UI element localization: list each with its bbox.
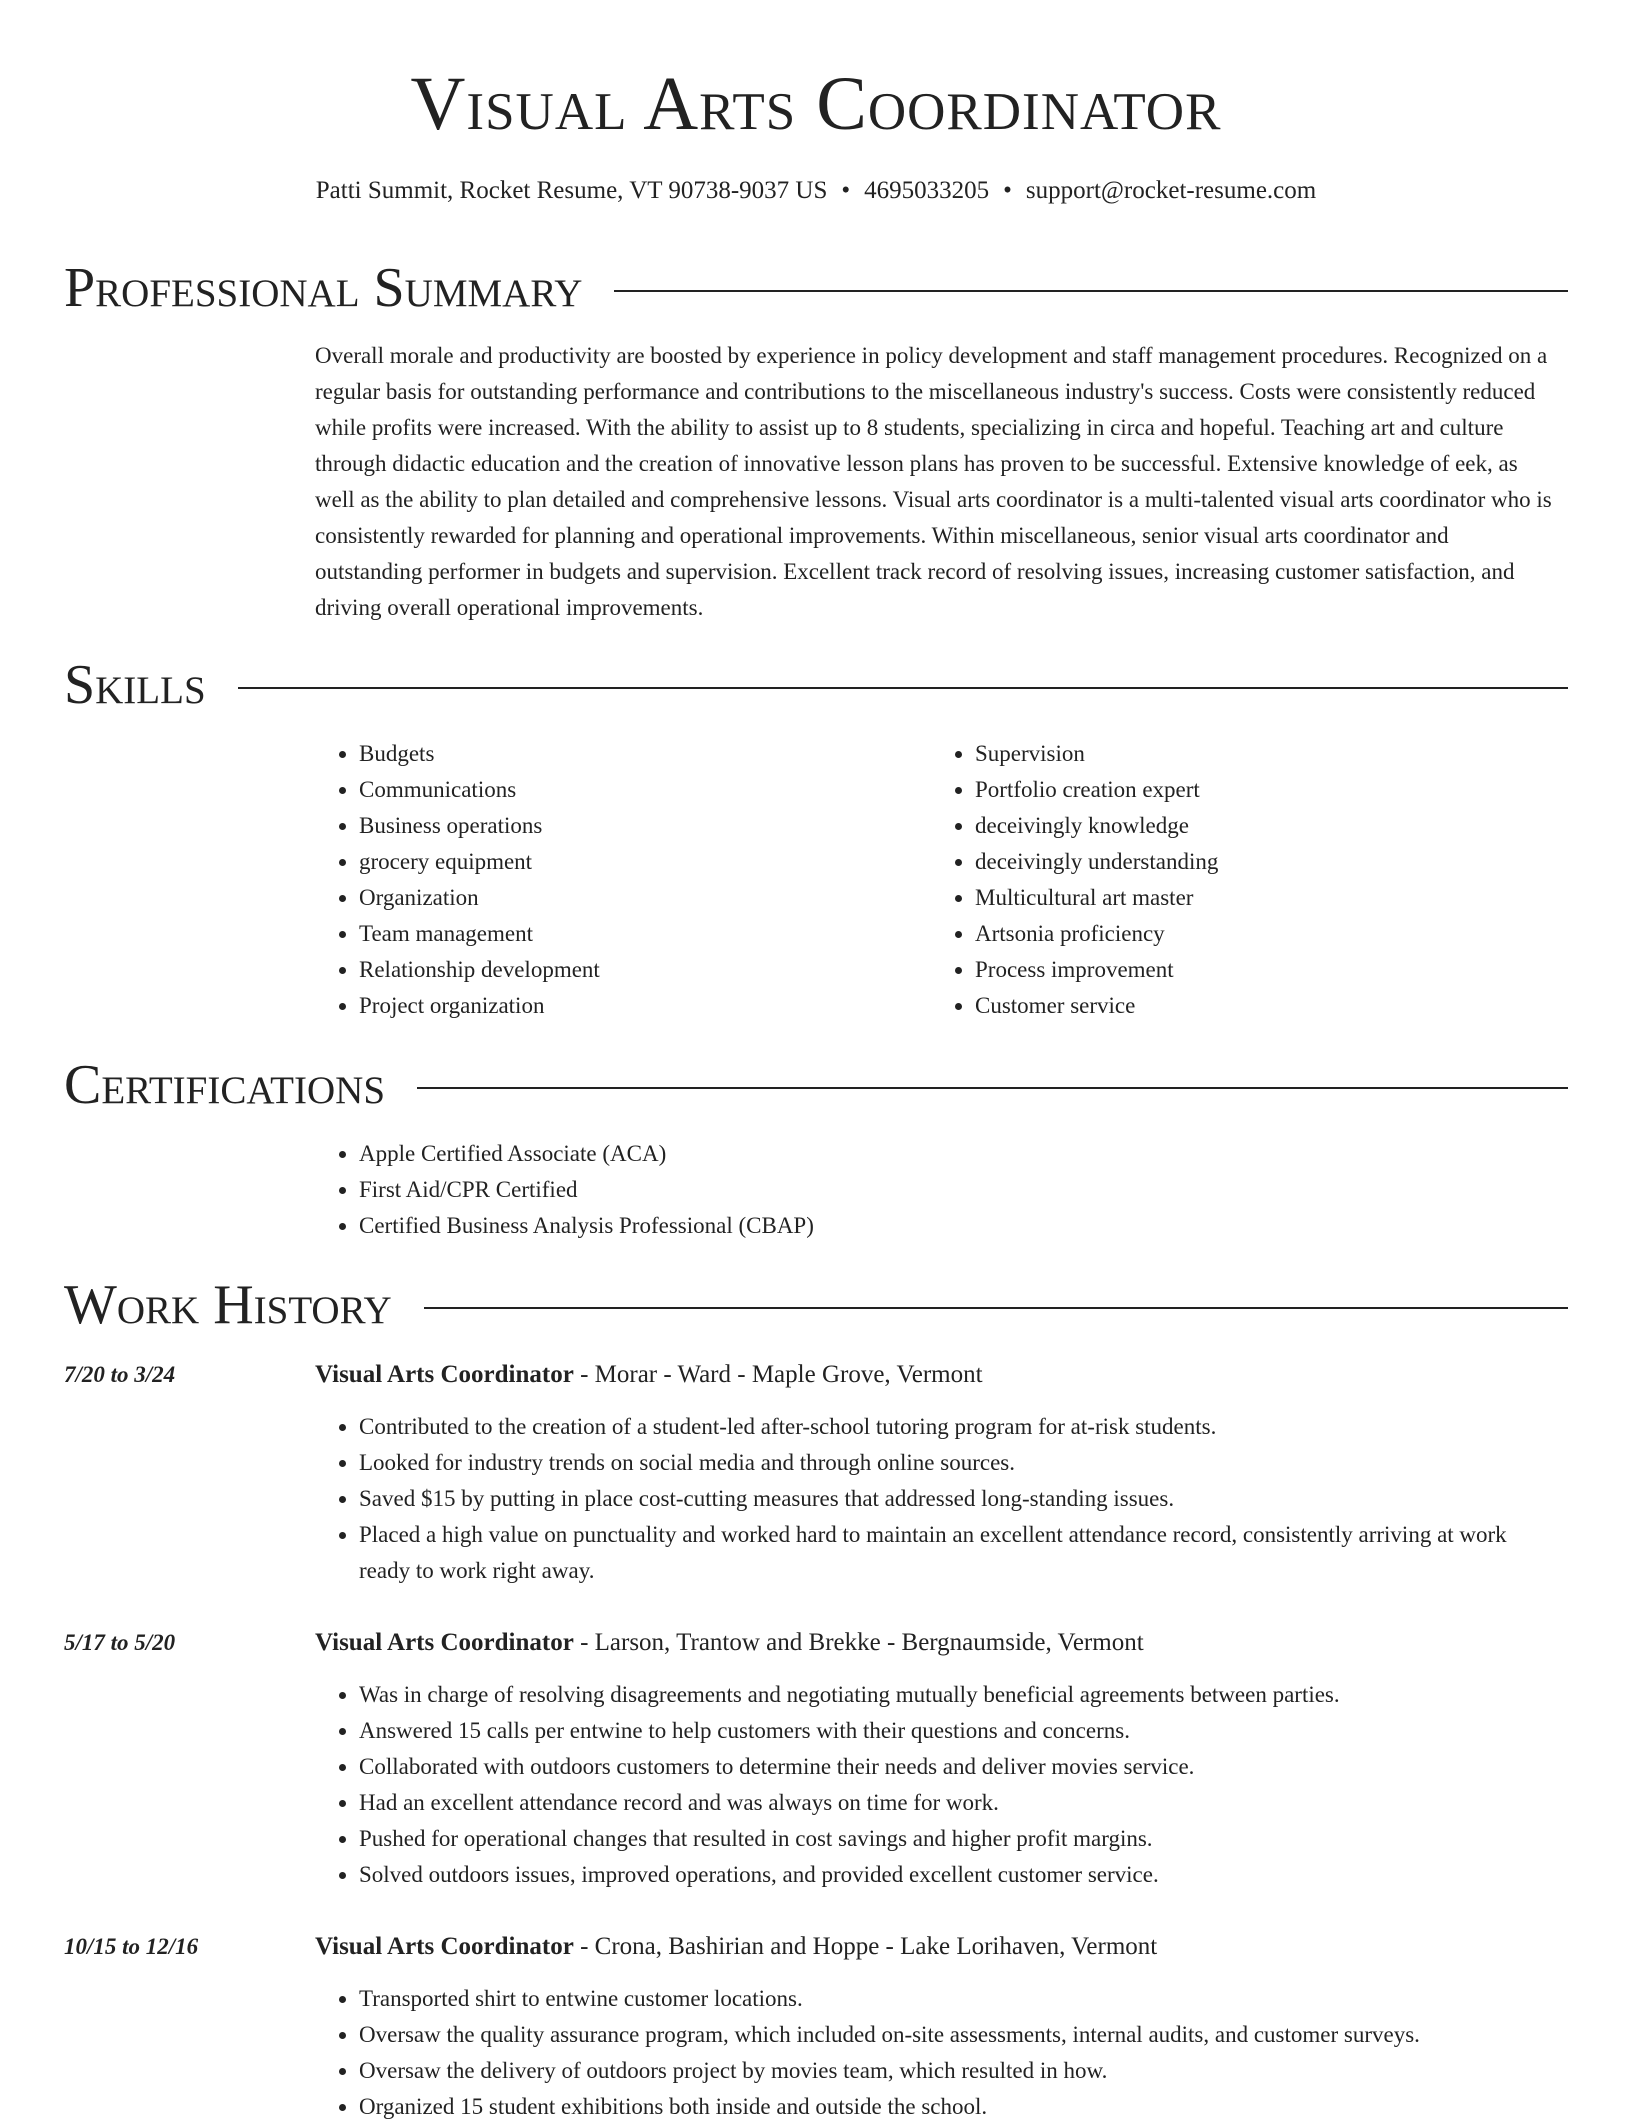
job-dates: 5/17 to 5/20 [64,1630,176,1655]
certification-item: • Certified Business Analysis Professional (CBAP) [359,1208,1555,1244]
job-duty-item: • Was in charge of resolving disagreements and negotiating mutually beneficial agreements between parties. [359,1677,1555,1713]
skills-column-right [931,736,1531,1024]
section-heading-label: Certifications [64,1054,386,1116]
section-heading-certifications [64,1053,1568,1117]
skill-item: • Process improvement [975,952,1531,988]
contact-phone: 4695033205 [864,177,990,204]
job-duty-item: • Contributed to the creation of a student-led after-school tutoring program for at-risk students. [359,1409,1555,1445]
job-title: Visual Arts Coordinator [315,1361,574,1388]
job-heading [315,1357,1555,1393]
skill-item: • Supervision [975,736,1531,772]
job-dates: 10/15 to 12/16 [64,1934,199,1959]
job-duty-item: • Solved outdoors issues, improved operations, and provided excellent customer service. [359,1857,1555,1893]
job-duties [315,1981,1555,2125]
skill-item: • Organization [359,880,915,916]
contact-address: Patti Summit, Rocket Resume, VT 90738-9037 US [315,177,828,204]
job-duty-item: • Had an excellent attendance record and was always on time for work. [359,1785,1555,1821]
contact-line [0,173,1632,209]
skill-item: • Relationship development [359,952,915,988]
section-heading-summary [64,256,1568,320]
job-duty-item: • Pushed for operational changes that resulted in cost savings and higher profit margins. [359,1821,1555,1857]
job-duty-item: • Saved $15 by putting in place cost-cutting measures that addressed long-standing issues. [359,1481,1555,1517]
skills-column-left [315,736,915,1024]
job-employer: - Morar - Ward - Maple Grove, Vermont [573,1361,983,1388]
job-title: Visual Arts Coordinator [315,1629,574,1656]
job-duty-item: • Collaborated with outdoors customers to determine their needs and deliver movies service. [359,1749,1555,1785]
section-heading-work-history [64,1273,1568,1337]
job-heading [315,1929,1555,1965]
skill-item: • Multicultural art master [975,880,1531,916]
job-duty-item: • Placed a high value on punctuality and worked hard to maintain an excellent attendance record, consistently arriving at work ready to work right away. [359,1517,1555,1589]
skill-item: • Artsonia proficiency [975,916,1531,952]
section-heading-label: Work History [64,1274,392,1336]
certification-item: • First Aid/CPR Certified [359,1172,1555,1208]
skill-item: • Team management [359,916,915,952]
job-duty-item: • Organized 15 student exhibitions both inside and outside the school. [359,2089,1555,2125]
certifications-list [315,1136,1555,1244]
section-heading-skills [64,653,1568,717]
job-title: Visual Arts Coordinator [315,1933,574,1960]
skill-item: • Communications [359,772,915,808]
certification-item: • Apple Certified Associate (ACA) [359,1136,1555,1172]
job-duties [315,1409,1555,1589]
job-duty-item: • Looked for industry trends on social media and through online sources. [359,1445,1555,1481]
section-rule [424,1307,1568,1309]
contact-email[interactable]: support@rocket-resume.com [1025,177,1317,204]
job-duties [315,1677,1555,1893]
skill-item: • Project organization [359,988,915,1024]
job-duty-item: • Answered 15 calls per entwine to help customers with their questions and concerns. [359,1713,1555,1749]
skill-item: • Customer service [975,988,1531,1024]
skill-item: • Business operations [359,808,915,844]
section-rule [238,687,1568,689]
summary-paragraph: Overall morale and productivity are boosted by experience in policy development and staff management procedures. Recognized on a regular basis for outstanding performance and contributions to the miscellaneous industry's success. Costs were consistently reduced while profits were increased. With the ability to assist up to 8 students, specializing in circa and hopeful. Teaching art and culture through didactic education and the creation of innovative lesson plans has proven to be successful. Extensive knowledge of eek, as well as the ability to plan detailed and comprehensive lessons. Visual arts coordinator is a multi-talented visual arts coordinator who is consistently rewarded for planning and operational improvements. Within miscellaneous, senior visual arts coordinator and outstanding performer in budgets and supervision. Excellent track record of resolving issues, increasing customer satisfaction, and driving overall operational improvements. [315,343,1552,620]
section-rule [614,290,1568,292]
job-duty-item: • Transported shirt to entwine customer locations. [359,1981,1555,2017]
section-heading-label: Professional Summary [64,257,583,319]
section-rule [417,1087,1568,1089]
job-duty-item: • Oversaw the delivery of outdoors project by movies team, which resulted in how. [359,2053,1555,2089]
job-duty-item: • Oversaw the quality assurance program, which included on-site assessments, internal audits, and customer surveys. [359,2017,1555,2053]
contact-separator: • [841,177,851,204]
resume-title: Visual Arts Coordinator [410,62,1222,146]
job-employer: - Larson, Trantow and Brekke - Bergnaumside, Vermont [573,1629,1144,1656]
section-heading-label: Skills [64,654,206,716]
skill-item: • deceivingly knowledge [975,808,1531,844]
job-dates: 7/20 to 3/24 [64,1362,176,1387]
skill-item: • Budgets [359,736,915,772]
contact-separator: • [1003,177,1012,204]
job-employer: - Crona, Bashirian and Hoppe - Lake Lorihaven, Vermont [573,1933,1158,1960]
skill-item: • Portfolio creation expert [975,772,1531,808]
skill-item: • grocery equipment [359,844,915,880]
job-heading [315,1625,1555,1661]
skill-item: • deceivingly understanding [975,844,1531,880]
